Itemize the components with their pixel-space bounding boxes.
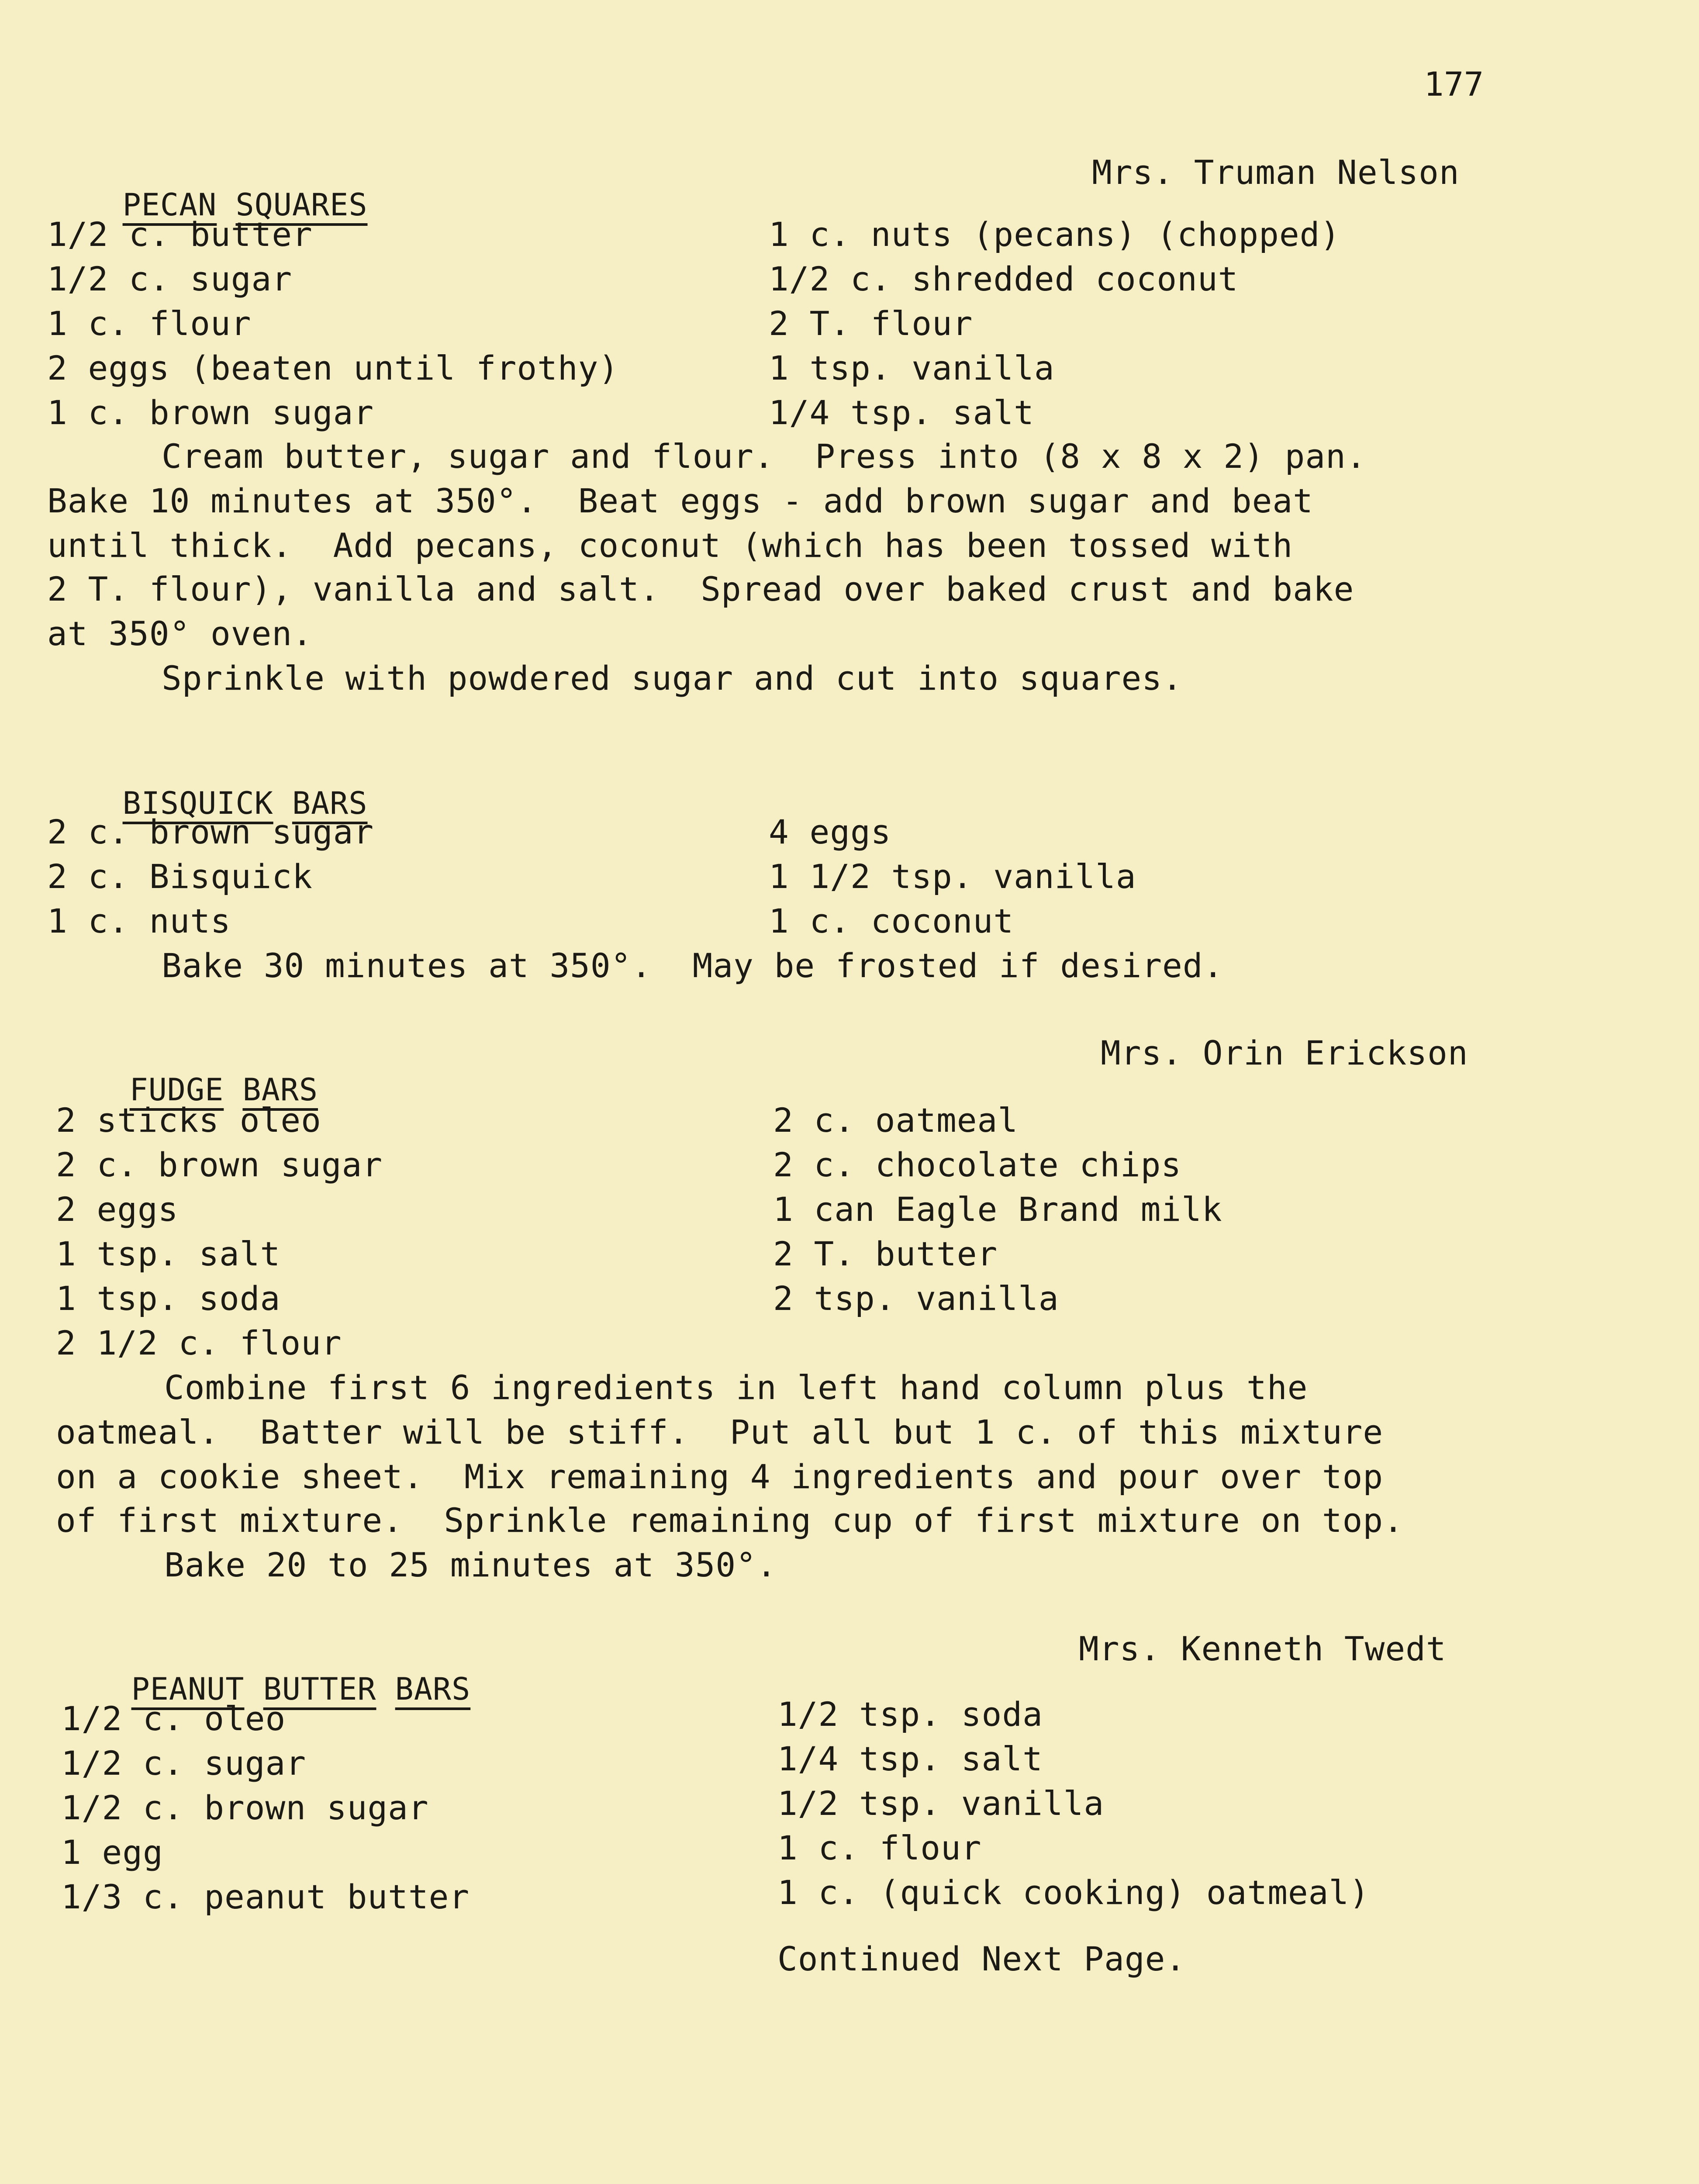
ingredient-right: 1 c. nuts (pecans) (chopped) [769, 215, 1341, 254]
ingredient-right: 2 tsp. vanilla [773, 1279, 1059, 1318]
ingredient-left: 1/3 c. peanut butter [61, 1877, 470, 1916]
ingredient-right: 1 tsp. vanilla [769, 349, 1055, 387]
ingredient-left: 1 egg [61, 1833, 163, 1872]
ingredient-left: 2 c. brown sugar [47, 812, 374, 851]
ingredient-right: 1/2 tsp. vanilla [777, 1784, 1105, 1823]
ingredient-left: 1/2 c. butter [47, 215, 313, 254]
page-number: 177 [1424, 65, 1484, 104]
direction-line: of first mixture. Sprinkle remaining cup of first mixture on top. [56, 1501, 1404, 1540]
ingredient-left: 1 tsp. soda [56, 1279, 281, 1318]
ingredient-right: 2 T. flour [769, 304, 973, 343]
ingredient-right: 1/2 c. shredded coconut [769, 259, 1239, 298]
ingredient-right: 2 T. butter [773, 1234, 998, 1273]
ingredient-right: 2 c. chocolate chips [773, 1145, 1182, 1184]
ingredient-left: 1 c. flour [47, 304, 252, 343]
direction-line: Bake 10 minutes at 350°. Beat eggs - add brown sugar and beat [47, 481, 1313, 520]
title-word: PECAN [122, 187, 217, 223]
recipe-author: Mrs. Kenneth Twedt [1079, 1629, 1447, 1668]
ingredient-left: 2 c. Bisquick [47, 857, 313, 896]
title-word: BARS [395, 1671, 471, 1707]
direction-line: on a cookie sheet. Mix remaining 4 ingredients and pour over top [56, 1457, 1384, 1496]
title-word: BISQUICK [122, 785, 273, 821]
ingredient-left: 2 c. brown sugar [56, 1145, 383, 1184]
title-word: BARS [292, 785, 368, 821]
ingredient-left: 2 sticks oleo [56, 1101, 321, 1140]
title-word: FUDGE [129, 1072, 224, 1108]
direction-line: Bake 20 to 25 minutes at 350°. [164, 1545, 777, 1584]
ingredient-left: 1/2 c. oleo [61, 1699, 286, 1738]
ingredient-right: 1 c. (quick cooking) oatmeal) [777, 1873, 1370, 1912]
ingredient-left: 1 c. nuts [47, 902, 231, 940]
direction-line: oatmeal. Batter will be stiff. Put all but 1 c. of this mixture [56, 1413, 1384, 1451]
ingredient-right: 1/4 tsp. salt [777, 1739, 1043, 1778]
title-word: SQUARES [235, 187, 368, 223]
ingredient-left: 2 eggs (beaten until frothy) [47, 349, 619, 387]
ingredient-left: 1/2 c. sugar [61, 1744, 307, 1783]
direction-line: at 350° oven. [47, 614, 313, 653]
direction-line: until thick. Add pecans, coconut (which has been tossed with [47, 526, 1293, 565]
title-word: PEANUT [131, 1671, 245, 1707]
title-word: BARS [242, 1072, 318, 1108]
ingredient-right: 4 eggs [769, 812, 891, 851]
ingredient-right: 1 1/2 tsp. vanilla [769, 857, 1136, 896]
ingredient-left: 1 tsp. salt [56, 1234, 281, 1273]
ingredient-left: 1/2 c. sugar [47, 259, 293, 298]
recipe-author: Mrs. Orin Erickson [1101, 1033, 1468, 1072]
direction-line: 2 T. flour), vanilla and salt. Spread over baked crust and bake [47, 570, 1354, 608]
continued-note: Continued Next Page. [777, 1939, 1186, 1978]
ingredient-left: 1 c. brown sugar [47, 393, 374, 432]
ingredient-left: 1/2 c. brown sugar [61, 1788, 429, 1827]
ingredient-right: 1 can Eagle Brand milk [773, 1190, 1222, 1229]
ingredient-right: 1 c. coconut [769, 902, 1014, 940]
direction-line: Cream butter, sugar and flour. Press into (8 x 8 x 2) pan. [162, 437, 1367, 476]
ingredient-right: 1/2 tsp. soda [777, 1695, 1043, 1734]
title-word: BUTTER [263, 1671, 376, 1707]
direction-line: Sprinkle with powdered sugar and cut into squares. [162, 659, 1183, 698]
recipe-author: Mrs. Truman Nelson [1092, 153, 1460, 192]
ingredient-right: 1 c. flour [777, 1828, 982, 1867]
direction-line: Combine first 6 ingredients in left hand column plus the [164, 1368, 1308, 1407]
ingredient-left: 2 1/2 c. flour [56, 1324, 342, 1362]
ingredient-right: 1/4 tsp. salt [769, 393, 1034, 432]
ingredient-right: 2 c. oatmeal [773, 1101, 1019, 1140]
direction-line: Bake 30 minutes at 350°. May be frosted if desired. [162, 946, 1224, 985]
ingredient-left: 2 eggs [56, 1190, 179, 1229]
